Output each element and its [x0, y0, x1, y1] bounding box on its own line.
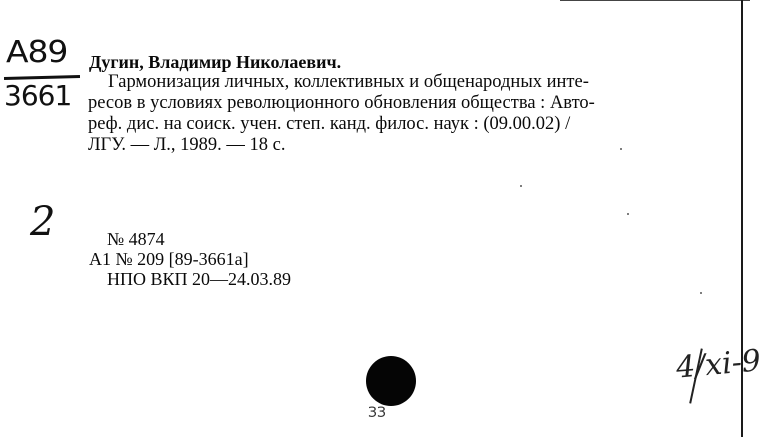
punch-hole	[366, 356, 416, 406]
card-edge-top	[560, 0, 750, 1]
accession-number: А1 № 209 [89-3661а]	[89, 249, 249, 269]
speck	[627, 213, 629, 215]
record-author: Дугин, Владимир Николаевич.	[89, 52, 342, 72]
handwritten-date: 4/xi-9	[674, 343, 762, 386]
handwritten-mark: 2	[30, 199, 56, 245]
stamp-residue: ЗЗ	[368, 405, 386, 421]
speck	[620, 148, 622, 150]
distribution-note: НПО ВКП 20—24.03.89	[107, 269, 292, 289]
registration-number: № 4874	[107, 229, 165, 249]
record-line: Гармонизация личных, коллективных и общенародных инте-	[108, 72, 589, 92]
record-line: реф. дис. на соиск. учен. степ. канд. филос. наук : (09.00.02) /	[88, 114, 571, 134]
call-number-bottom: 3661	[4, 79, 72, 112]
call-number-top: A89	[6, 35, 68, 70]
speck	[700, 292, 702, 294]
record-line: ЛГУ. — Л., 1989. — 18 с.	[88, 135, 286, 155]
record-line: ресов в условиях революционного обновления общества : Авто-	[88, 93, 595, 113]
record-description	[88, 72, 700, 156]
speck	[520, 185, 522, 187]
